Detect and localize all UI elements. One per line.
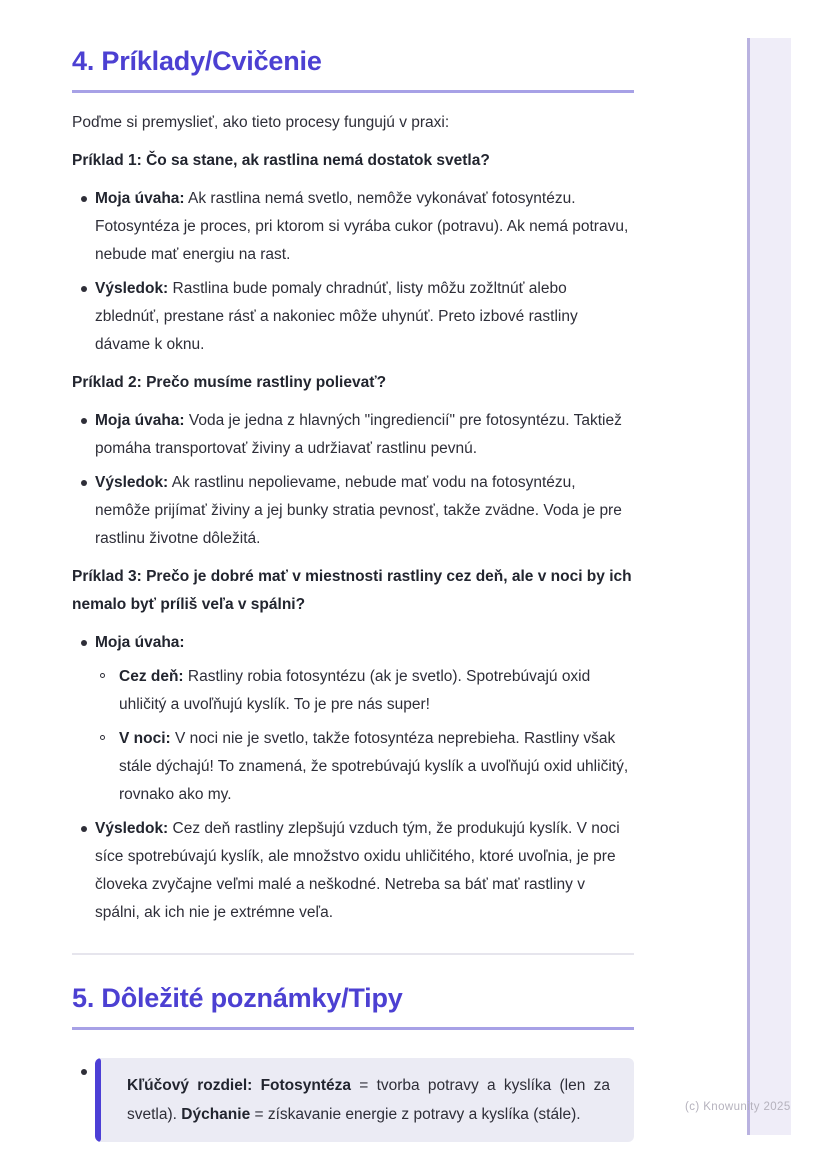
example-3-list xyxy=(72,629,634,927)
bullet-icon xyxy=(72,469,95,553)
example-1-heading: Príklad 1: Čo sa stane, ak rastlina nemá dostatok svetla? xyxy=(72,152,490,169)
circle-bullet-icon xyxy=(95,663,119,719)
example-3-sublist xyxy=(95,663,634,809)
next-page-edge-strip xyxy=(747,38,791,1135)
list-item-label: Moja úvaha: xyxy=(95,634,185,651)
callout-text xyxy=(101,1058,634,1142)
list-item-body: Cez deň rastliny zlepšujú vzduch tým, že produkujú kyslík. V noci síce spotrebúvajú kyslík, ale množstvo oxidu uhličitého, ktoré uvoľnia, je pre človeka zvyčajne veľmi malé a neškodné. Netreba sa báť mať rastliny v spálni, ak ich nie je extrémne veľa. xyxy=(95,820,620,921)
list-item-label: Výsledok: xyxy=(95,280,169,297)
list-item xyxy=(72,275,634,359)
list-item xyxy=(72,185,634,269)
sub-list-item-label: Cez deň: xyxy=(119,668,184,685)
example-1-list xyxy=(72,185,634,359)
sub-list-item-text xyxy=(119,663,634,719)
page-content xyxy=(72,0,634,1142)
sub-list-item-text xyxy=(119,725,634,809)
list-item-label: Moja úvaha: xyxy=(95,190,185,207)
bullet-icon xyxy=(72,815,95,927)
sub-list-item xyxy=(95,663,634,719)
list-item-label: Moja úvaha: xyxy=(95,412,185,429)
bullet-icon xyxy=(72,629,95,809)
example-3-heading: Príklad 3: Prečo je dobré mať v miestnosti rastliny cez deň, ale v noci by ich nemalo byť príliš veľa v spálni? xyxy=(72,568,632,613)
callout-row xyxy=(72,1058,634,1142)
sub-list-item-body: Rastliny robia fotosyntézu (ak je svetlo). Spotrebúvajú oxid uhličitý a uvoľňujú kyslík. To je pre nás super! xyxy=(119,668,591,713)
list-item-text xyxy=(95,185,634,269)
sub-list-item-label: V noci: xyxy=(119,730,171,747)
bullet-icon xyxy=(72,407,95,463)
list-item-body: Ak rastlinu nepolievame, nebude mať vodu na fotosyntézu, nemôže prijímať živiny a jej bunky stratia pevnosť, takže zvädne. Voda je pre rastlinu životne dôležitá. xyxy=(95,474,622,547)
section-4-title: 4. Príklady/Cvičenie xyxy=(72,44,634,93)
list-item-text xyxy=(95,275,634,359)
list-item xyxy=(72,469,634,553)
list-item-body: Rastlina bude pomaly chradnúť, listy môžu zožltnúť alebo zblednúť, prestane rásť a nakoniec môže uhynúť. Preto izbové rastliny dávame k oknu. xyxy=(95,280,578,353)
list-item xyxy=(72,629,634,809)
callout-bold-term: Kľúčový rozdiel: Fotosyntéza xyxy=(127,1077,352,1094)
list-item xyxy=(72,815,634,927)
watermark-text: (c) Knowunity 2025 xyxy=(685,1101,791,1113)
example-2-heading: Príklad 2: Prečo musíme rastliny polievať? xyxy=(72,374,387,391)
sub-list-item-body: V noci nie je svetlo, takže fotosyntéza neprebieha. Rastliny však stále dýchajú! To znamená, že spotrebúvajú kyslík a uvoľňujú oxid uhličitý, rovnako ako my. xyxy=(119,730,629,803)
section-divider xyxy=(72,953,634,955)
list-item-text xyxy=(95,629,634,809)
circle-bullet-icon xyxy=(95,725,119,809)
example-2-list xyxy=(72,407,634,553)
section-5-title: 5. Dôležité poznámky/Tipy xyxy=(72,981,634,1030)
callout-definition: = tvorba potravy a kyslíka (len za svetla). xyxy=(127,1077,610,1123)
intro-paragraph: Poďme si premyslieť, ako tieto procesy fungujú v praxi: xyxy=(72,114,450,131)
list-item-text xyxy=(95,469,634,553)
list-item-text xyxy=(95,815,634,927)
list-item-label: Výsledok: xyxy=(95,820,169,837)
list-item-body: Voda je jedna z hlavných "ingrediencií" pre fotosyntézu. Taktiež pomáha transportovať živiny a udržiavať rastlinu pevnú. xyxy=(95,412,622,457)
callout-bold-term: Dýchanie xyxy=(181,1106,251,1123)
callout-definition: = získavanie energie z potravy a kyslíka (stále). xyxy=(254,1106,581,1123)
sub-list-item xyxy=(95,725,634,809)
list-item-text xyxy=(95,407,634,463)
list-item xyxy=(72,407,634,463)
bullet-icon xyxy=(72,185,95,269)
list-item-label: Výsledok: xyxy=(95,474,169,491)
list-item-body: Ak rastlina nemá svetlo, nemôže vykonávať fotosyntézu. Fotosyntéza je proces, pri ktorom si vyrába cukor (potravu). Ak nemá potravu, nebude mať energiu na rast. xyxy=(95,190,629,263)
key-difference-callout xyxy=(95,1058,634,1142)
bullet-icon xyxy=(72,1058,95,1142)
bullet-icon xyxy=(72,275,95,359)
